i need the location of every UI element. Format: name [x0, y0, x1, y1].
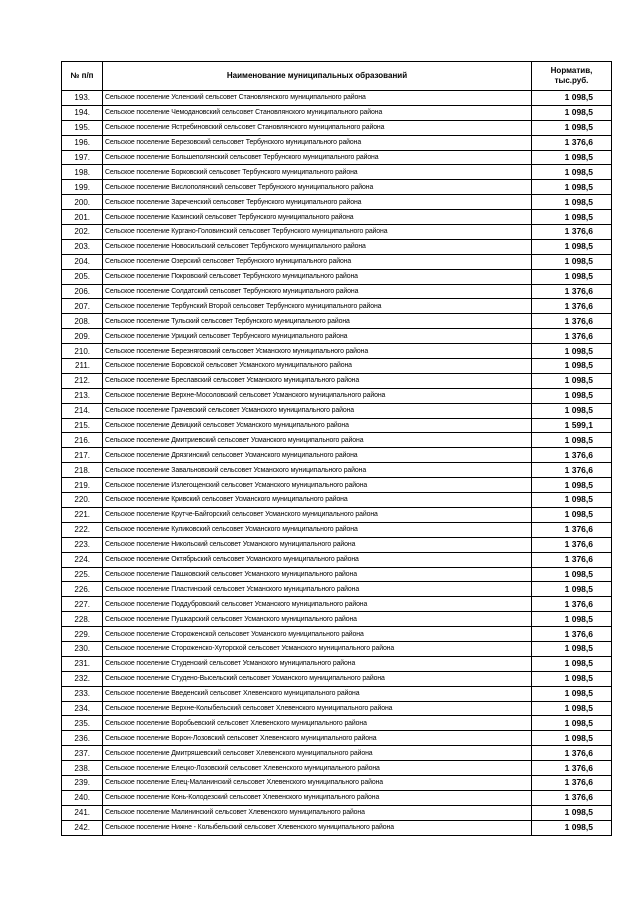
- row-norm-value: 1 098,5: [532, 805, 612, 820]
- table-header-row: [62, 62, 612, 91]
- table-row: [62, 150, 612, 165]
- row-number: 237.: [62, 746, 103, 761]
- row-municipality-name: Сельское поселение Боровской сельсовет Усманского муниципального района: [103, 359, 532, 374]
- row-norm-value: 1 098,5: [532, 180, 612, 195]
- row-norm-value: 1 098,5: [532, 641, 612, 656]
- row-number: 218.: [62, 463, 103, 478]
- table-row: [62, 359, 612, 374]
- row-norm-value: 1 376,6: [532, 775, 612, 790]
- row-norm-value: 1 098,5: [532, 388, 612, 403]
- row-municipality-name: Сельское поселение Березовский сельсовет Тербунского муниципального района: [103, 135, 532, 150]
- table-row: [62, 120, 612, 135]
- row-number: 209.: [62, 329, 103, 344]
- row-number: 193.: [62, 91, 103, 106]
- row-norm-value: 1 098,5: [532, 239, 612, 254]
- row-number: 234.: [62, 701, 103, 716]
- row-municipality-name: Сельское поселение Пластинский сельсовет Усманского муниципального района: [103, 582, 532, 597]
- table-row: [62, 820, 612, 835]
- row-norm-value: 1 098,5: [532, 433, 612, 448]
- row-number: 206.: [62, 284, 103, 299]
- row-municipality-name: Сельское поселение Бреславский сельсовет Усманского муниципального района: [103, 373, 532, 388]
- table-row: [62, 433, 612, 448]
- table-row: [62, 761, 612, 776]
- row-norm-value: 1 376,6: [532, 225, 612, 240]
- table-row: [62, 299, 612, 314]
- row-norm-value: 1 098,5: [532, 120, 612, 135]
- row-norm-value: 1 098,5: [532, 731, 612, 746]
- table-row: [62, 746, 612, 761]
- row-municipality-name: Сельское поселение Крутче-Байгорский сельсовет Усманского муниципального района: [103, 507, 532, 522]
- row-number: 208.: [62, 314, 103, 329]
- row-number: 215.: [62, 418, 103, 433]
- row-municipality-name: Сельское поселение Зареченский сельсовет Тербунского муниципального района: [103, 195, 532, 210]
- row-municipality-name: Сельское поселение Стороженской сельсовет Усманского муниципального района: [103, 627, 532, 642]
- row-number: 196.: [62, 135, 103, 150]
- row-norm-value: 1 098,5: [532, 716, 612, 731]
- row-number: 203.: [62, 239, 103, 254]
- table-body: [62, 91, 612, 836]
- row-number: 194.: [62, 105, 103, 120]
- row-norm-value: 1 098,5: [532, 478, 612, 493]
- row-norm-value: 1 376,6: [532, 448, 612, 463]
- row-number: 236.: [62, 731, 103, 746]
- row-norm-value: 1 098,5: [532, 671, 612, 686]
- row-norm-value: 1 098,5: [532, 359, 612, 374]
- table-row: [62, 493, 612, 508]
- table-row: [62, 195, 612, 210]
- row-norm-value: 1 098,5: [532, 195, 612, 210]
- row-number: 221.: [62, 507, 103, 522]
- table-row: [62, 552, 612, 567]
- table-row: [62, 329, 612, 344]
- row-norm-value: 1 098,5: [532, 91, 612, 106]
- row-municipality-name: Сельское поселение Верхне-Мосоловский сельсовет Усманского муниципального района: [103, 388, 532, 403]
- row-number: 200.: [62, 195, 103, 210]
- row-number: 235.: [62, 716, 103, 731]
- table-row: [62, 582, 612, 597]
- row-municipality-name: Сельское поселение Воробьевский сельсовет Хлевенского муниципального района: [103, 716, 532, 731]
- row-municipality-name: Сельское поселение Малининский сельсовет Хлевенского муниципального района: [103, 805, 532, 820]
- row-norm-value: 1 376,6: [532, 627, 612, 642]
- table-row: [62, 731, 612, 746]
- row-number: 238.: [62, 761, 103, 776]
- row-municipality-name: Сельское поселение Озерский сельсовет Тербунского муниципального района: [103, 254, 532, 269]
- row-norm-value: 1 599,1: [532, 418, 612, 433]
- row-number: 226.: [62, 582, 103, 597]
- row-municipality-name: Сельское поселение Елец-Маланинский сельсовет Хлевенского муниципального района: [103, 775, 532, 790]
- row-municipality-name: Сельское поселение Завальновский сельсовет Усманского муниципального района: [103, 463, 532, 478]
- row-municipality-name: Сельское поселение Покровский сельсовет Тербунского муниципального района: [103, 269, 532, 284]
- row-norm-value: 1 098,5: [532, 210, 612, 225]
- row-norm-value: 1 376,6: [532, 284, 612, 299]
- row-norm-value: 1 376,6: [532, 537, 612, 552]
- table-row: [62, 254, 612, 269]
- row-number: 211.: [62, 359, 103, 374]
- row-number: 220.: [62, 493, 103, 508]
- row-municipality-name: Сельское поселение Ворон-Лозовский сельсовет Хлевенского муниципального района: [103, 731, 532, 746]
- table-row: [62, 463, 612, 478]
- row-municipality-name: Сельское поселение Солдатский сельсовет Тербунского муниципального района: [103, 284, 532, 299]
- row-municipality-name: Сельское поселение Тульский сельсовет Тербунского муниципального района: [103, 314, 532, 329]
- row-number: 201.: [62, 210, 103, 225]
- row-norm-value: 1 098,5: [532, 165, 612, 180]
- row-norm-value: 1 098,5: [532, 403, 612, 418]
- table-row: [62, 165, 612, 180]
- header-norm-line1: Норматив,: [550, 66, 593, 75]
- row-municipality-name: Сельское поселение Елецко-Лозовский сельсовет Хлевенского муниципального района: [103, 761, 532, 776]
- table-row: [62, 656, 612, 671]
- row-municipality-name: Сельское поселение Октябрьский сельсовет Усманского муниципального района: [103, 552, 532, 567]
- table-row: [62, 180, 612, 195]
- row-number: 231.: [62, 656, 103, 671]
- row-norm-value: 1 376,6: [532, 761, 612, 776]
- row-norm-value: 1 376,6: [532, 790, 612, 805]
- row-number: 233.: [62, 686, 103, 701]
- row-norm-value: 1 098,5: [532, 820, 612, 835]
- row-number: 217.: [62, 448, 103, 463]
- table-row: [62, 314, 612, 329]
- row-norm-value: 1 098,5: [532, 656, 612, 671]
- row-municipality-name: Сельское поселение Дрязгинский сельсовет Усманского муниципального района: [103, 448, 532, 463]
- row-municipality-name: Сельское поселение Чемодановский сельсовет Становлянского муниципального района: [103, 105, 532, 120]
- row-number: 223.: [62, 537, 103, 552]
- table-row: [62, 537, 612, 552]
- row-municipality-name: Сельское поселение Кривский сельсовет Усманского муниципального района: [103, 493, 532, 508]
- row-municipality-name: Сельское поселение Излегощенский сельсовет Усманского муниципального района: [103, 478, 532, 493]
- row-municipality-name: Сельское поселение Нижне - Колыбельский сельсовет Хлевенского муниципального района: [103, 820, 532, 835]
- row-norm-value: 1 098,5: [532, 612, 612, 627]
- row-norm-value: 1 098,5: [532, 701, 612, 716]
- row-municipality-name: Сельское поселение Конь-Колодезский сельсовет Хлевенского муниципального района: [103, 790, 532, 805]
- table-row: [62, 522, 612, 537]
- table-row: [62, 641, 612, 656]
- row-number: 224.: [62, 552, 103, 567]
- table-row: [62, 627, 612, 642]
- table-row: [62, 210, 612, 225]
- row-norm-value: 1 098,5: [532, 567, 612, 582]
- table-row: [62, 448, 612, 463]
- row-number: 230.: [62, 641, 103, 656]
- table-row: [62, 91, 612, 106]
- row-municipality-name: Сельское поселение Куликовский сельсовет Усманского муниципального района: [103, 522, 532, 537]
- row-number: 202.: [62, 225, 103, 240]
- row-number: 242.: [62, 820, 103, 835]
- header-municipality-name: Наименование муниципальных образований: [103, 62, 532, 91]
- row-number: 216.: [62, 433, 103, 448]
- row-norm-value: 1 098,5: [532, 507, 612, 522]
- row-municipality-name: Сельское поселение Усленский сельсовет Становлянского муниципального района: [103, 91, 532, 106]
- table-row: [62, 716, 612, 731]
- table-row: [62, 775, 612, 790]
- row-norm-value: 1 376,6: [532, 552, 612, 567]
- row-norm-value: 1 098,5: [532, 254, 612, 269]
- row-number: 213.: [62, 388, 103, 403]
- row-norm-value: 1 098,5: [532, 344, 612, 359]
- row-municipality-name: Сельское поселение Студенский сельсовет Усманского муниципального района: [103, 656, 532, 671]
- row-norm-value: 1 376,6: [532, 522, 612, 537]
- row-number: 241.: [62, 805, 103, 820]
- table-row: [62, 478, 612, 493]
- row-norm-value: 1 098,5: [532, 686, 612, 701]
- row-norm-value: 1 098,5: [532, 150, 612, 165]
- row-municipality-name: Сельское поселение Большеполянский сельсовет Тербунского муниципального района: [103, 150, 532, 165]
- row-municipality-name: Сельское поселение Березняговский сельсовет Усманского муниципального района: [103, 344, 532, 359]
- row-norm-value: 1 098,5: [532, 373, 612, 388]
- row-number: 229.: [62, 627, 103, 642]
- row-municipality-name: Сельское поселение Дмитриевский сельсовет Усманского муниципального района: [103, 433, 532, 448]
- row-municipality-name: Сельское поселение Верхне-Колыбельский сельсовет Хлевенского муниципального района: [103, 701, 532, 716]
- row-number: 210.: [62, 344, 103, 359]
- row-norm-value: 1 098,5: [532, 582, 612, 597]
- row-norm-value: 1 376,6: [532, 597, 612, 612]
- row-norm-value: 1 098,5: [532, 269, 612, 284]
- table-row: [62, 805, 612, 820]
- header-norm-line2: тыс.руб.: [554, 76, 589, 85]
- row-number: 228.: [62, 612, 103, 627]
- table-row: [62, 701, 612, 716]
- row-number: 222.: [62, 522, 103, 537]
- row-municipality-name: Сельское поселение Девицкий сельсовет Усманского муниципального района: [103, 418, 532, 433]
- table-row: [62, 507, 612, 522]
- row-municipality-name: Сельское поселение Пушкарский сельсовет Усманского муниципального района: [103, 612, 532, 627]
- row-municipality-name: Сельское поселение Дмитряшевский сельсовет Хлевенского муниципального района: [103, 746, 532, 761]
- table-row: [62, 135, 612, 150]
- row-municipality-name: Сельское поселение Студено-Высельский сельсовет Усманского муниципального района: [103, 671, 532, 686]
- row-norm-value: 1 376,6: [532, 329, 612, 344]
- table-row: [62, 567, 612, 582]
- row-municipality-name: Сельское поселение Введенский сельсовет Хлевенского муниципального района: [103, 686, 532, 701]
- row-municipality-name: Сельское поселение Вислополянский сельсовет Тербунского муниципального района: [103, 180, 532, 195]
- table-row: [62, 671, 612, 686]
- row-number: 225.: [62, 567, 103, 582]
- row-municipality-name: Сельское поселение Поддубровский сельсовет Усманского муниципального района: [103, 597, 532, 612]
- table-row: [62, 269, 612, 284]
- row-number: 207.: [62, 299, 103, 314]
- table-row: [62, 344, 612, 359]
- table-row: [62, 239, 612, 254]
- table-row: [62, 418, 612, 433]
- row-number: 212.: [62, 373, 103, 388]
- row-norm-value: 1 098,5: [532, 105, 612, 120]
- table-row: [62, 790, 612, 805]
- row-number: 197.: [62, 150, 103, 165]
- table-row: [62, 403, 612, 418]
- table-row: [62, 284, 612, 299]
- row-municipality-name: Сельское поселение Борковский сельсовет Тербунского муниципального района: [103, 165, 532, 180]
- row-municipality-name: Сельское поселение Ястребиновский сельсовет Становлянского муниципального района: [103, 120, 532, 135]
- row-number: 199.: [62, 180, 103, 195]
- row-number: 214.: [62, 403, 103, 418]
- row-number: 232.: [62, 671, 103, 686]
- row-municipality-name: Сельское поселение Урицкий сельсовет Тербунского муниципального района: [103, 329, 532, 344]
- row-municipality-name: Сельское поселение Стороженско-Хуторской сельсовет Усманского муниципального района: [103, 641, 532, 656]
- row-municipality-name: Сельское поселение Никольский сельсовет Усманского муниципального района: [103, 537, 532, 552]
- row-municipality-name: Сельское поселение Тербунский Второй сельсовет Тербунского муниципального района: [103, 299, 532, 314]
- header-norm-value: [532, 62, 612, 91]
- row-norm-value: 1 376,6: [532, 463, 612, 478]
- row-number: 205.: [62, 269, 103, 284]
- row-number: 239.: [62, 775, 103, 790]
- row-municipality-name: Сельское поселение Пашковский сельсовет Усманского муниципального района: [103, 567, 532, 582]
- table-row: [62, 686, 612, 701]
- table-row: [62, 105, 612, 120]
- table-row: [62, 612, 612, 627]
- table-row: [62, 373, 612, 388]
- norms-table: [61, 61, 612, 836]
- table-row: [62, 225, 612, 240]
- row-municipality-name: Сельское поселение Казинский сельсовет Тербунского муниципального района: [103, 210, 532, 225]
- row-municipality-name: Сельское поселение Новосильский сельсовет Тербунского муниципального района: [103, 239, 532, 254]
- table-row: [62, 388, 612, 403]
- row-number: 240.: [62, 790, 103, 805]
- table-row: [62, 597, 612, 612]
- row-number: 219.: [62, 478, 103, 493]
- row-municipality-name: Сельское поселение Грачевский сельсовет Усманского муниципального района: [103, 403, 532, 418]
- row-norm-value: 1 376,6: [532, 314, 612, 329]
- row-norm-value: 1 376,6: [532, 299, 612, 314]
- row-number: 195.: [62, 120, 103, 135]
- header-number: № п/п: [62, 62, 103, 91]
- row-norm-value: 1 376,6: [532, 746, 612, 761]
- row-number: 198.: [62, 165, 103, 180]
- row-municipality-name: Сельское поселение Кургано-Головинский сельсовет Тербунского муниципального района: [103, 225, 532, 240]
- row-norm-value: 1 098,5: [532, 493, 612, 508]
- row-number: 204.: [62, 254, 103, 269]
- row-norm-value: 1 376,6: [532, 135, 612, 150]
- row-number: 227.: [62, 597, 103, 612]
